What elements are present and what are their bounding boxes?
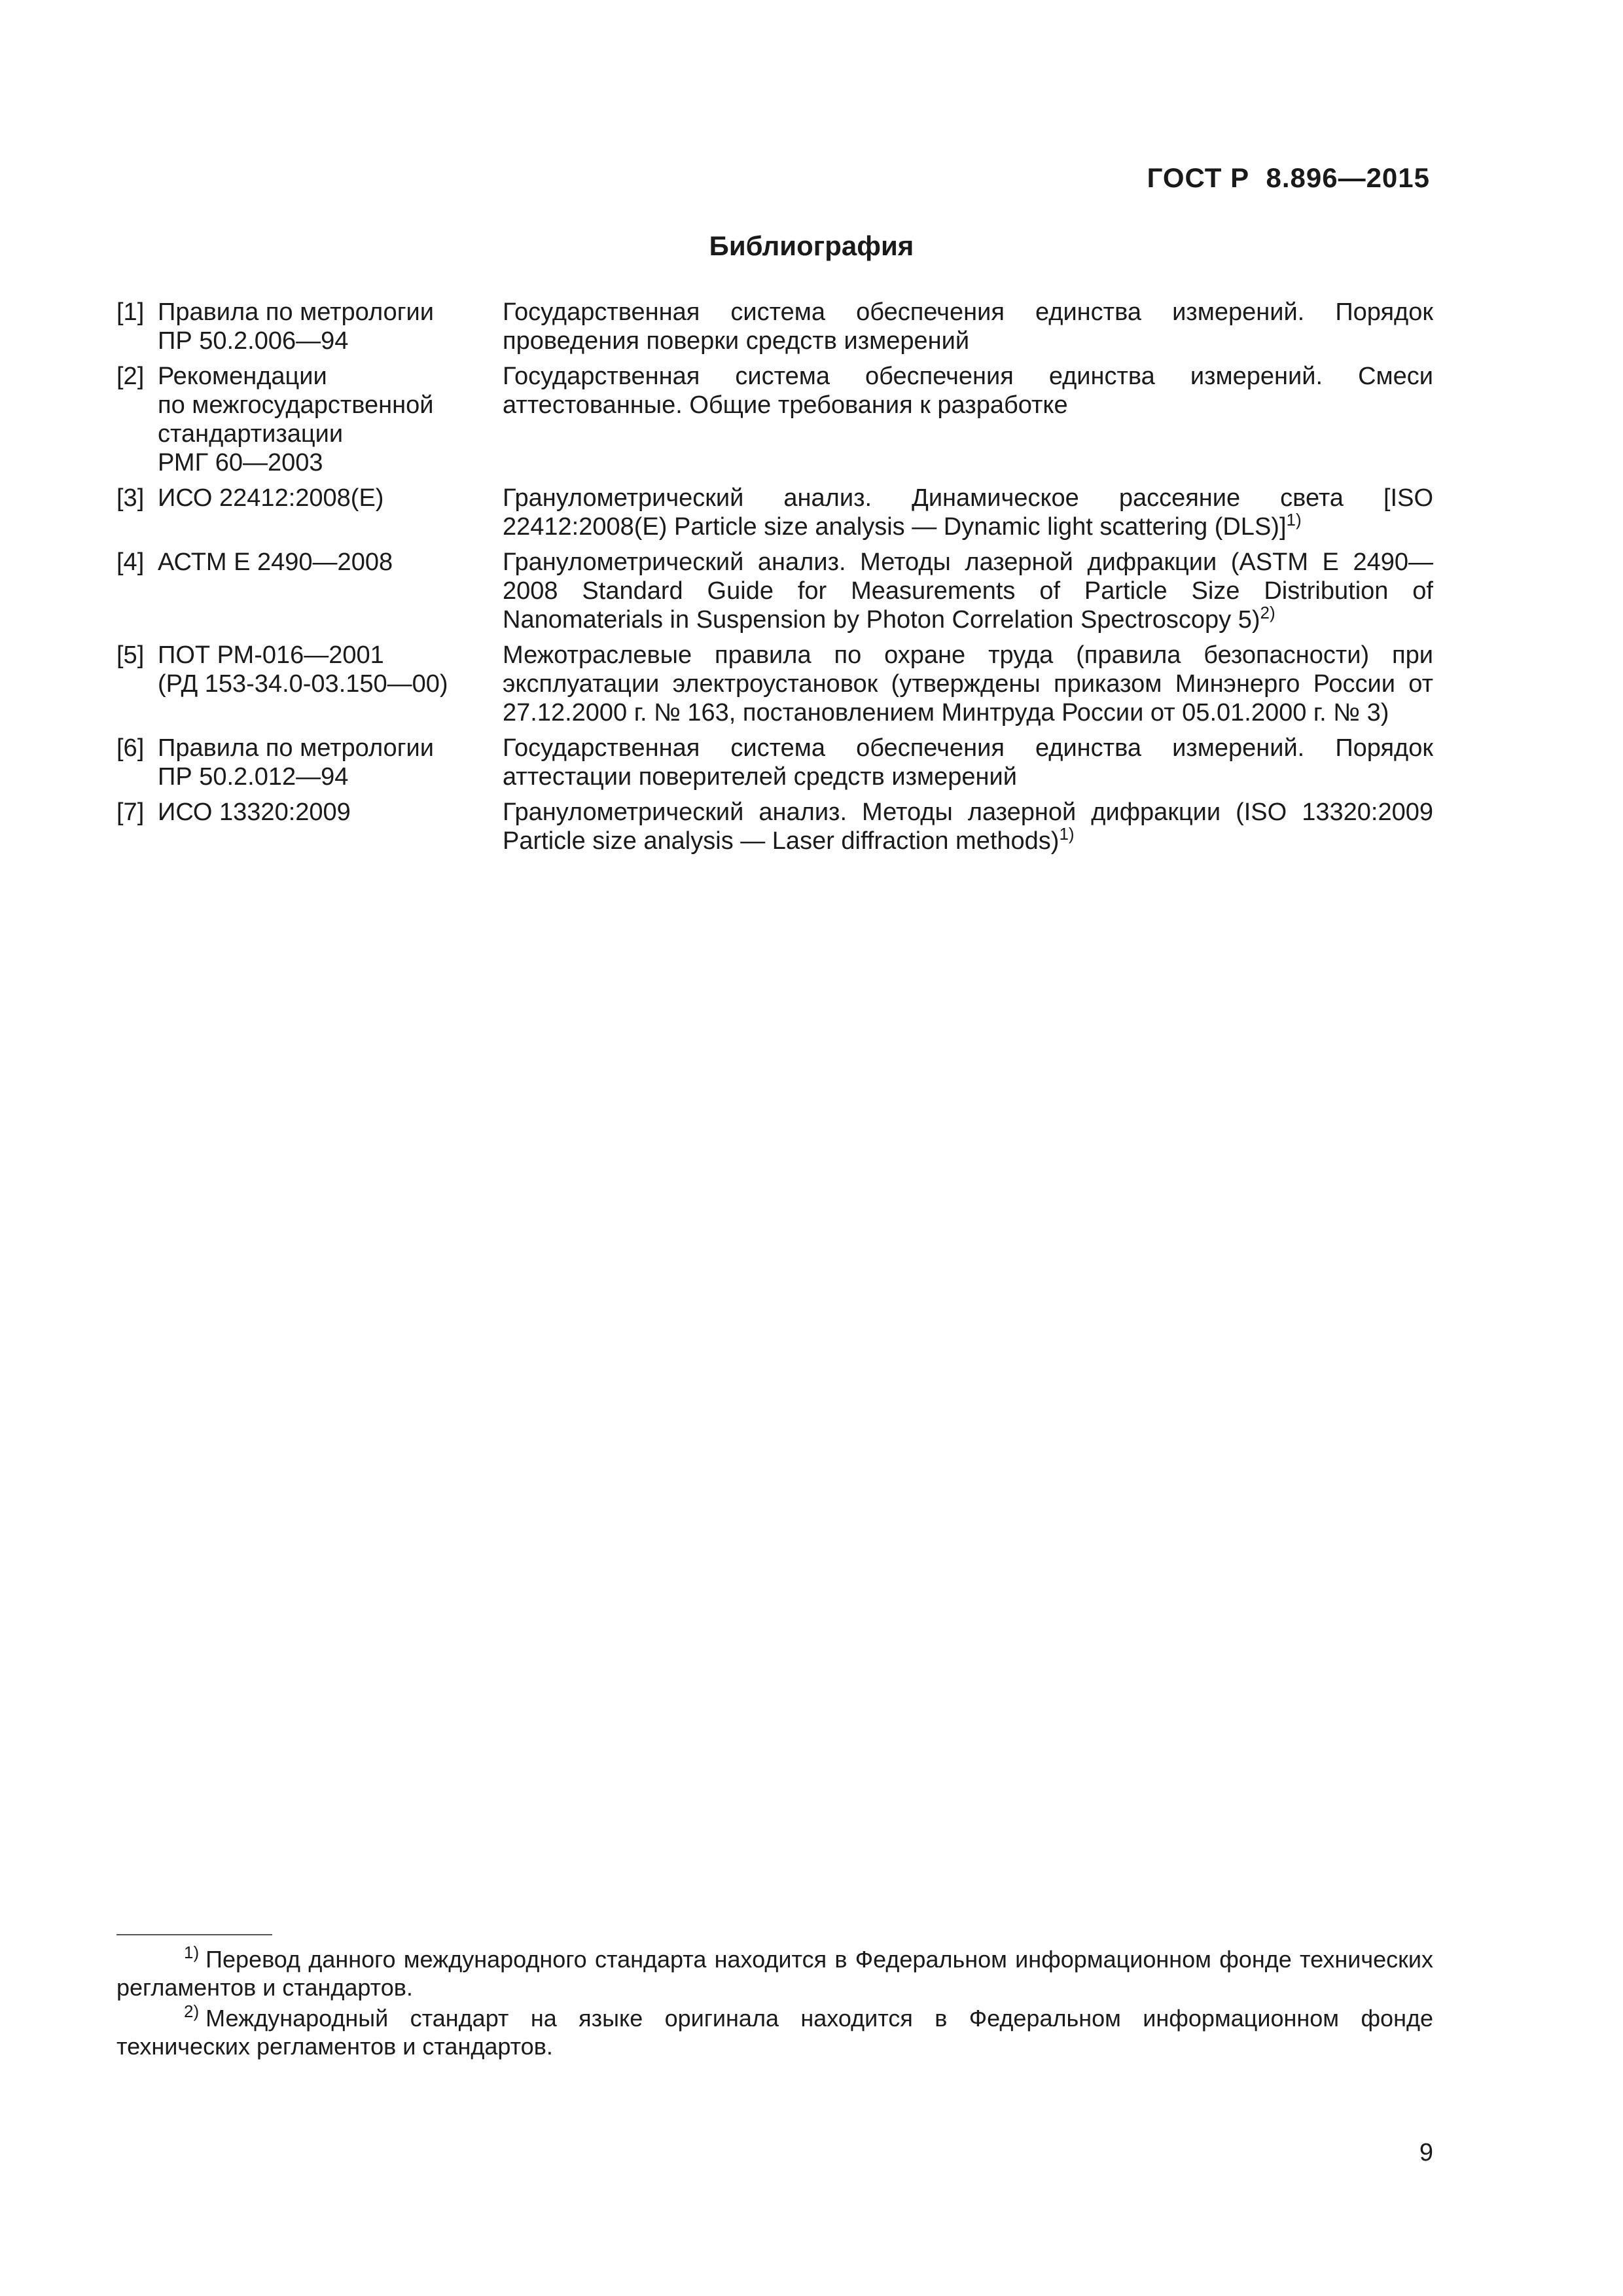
entry-number: [4] <box>116 548 145 576</box>
entry-description-text: Гранулометрический анализ. Динамическое рассеяние света [ISO 22412:2008(E) Particle size analysis — Dynamic light scattering (DLS)] <box>503 484 1433 541</box>
entry-number: [5] <box>116 641 145 669</box>
entry-description <box>503 798 1433 855</box>
entry-description <box>503 362 1433 477</box>
footnotes-section <box>116 1945 1433 2063</box>
bibliography-entry-4 <box>116 548 1433 634</box>
entry-description-text: Межотраслевые правила по охране труда (правила безопасности) при эксплуатации электроустановок (утверждены приказом Минэнерго России от 27.12.2000 г. № 163, постановлением Минтруда России от 05.01.2000 г. № 3) <box>503 641 1433 726</box>
entry-number: [3] <box>116 484 145 512</box>
entry-description-text: Государственная система обеспечения единства измерений. Порядок проведения поверки средств измерений <box>503 298 1433 355</box>
entry-description-text: Государственная система обеспечения единства измерений. Порядок аттестации поверителей средств измерений <box>503 734 1433 791</box>
footnote-mark: 1) <box>184 1943 200 1962</box>
entry-number: [2] <box>116 363 145 390</box>
bibliography-entry-1 <box>116 298 1433 355</box>
bibliography-entry-6 <box>116 734 1433 791</box>
footnote-1 <box>116 1945 1433 2001</box>
entry-reference: ПОТ РМ-016—2001 (РД 153-34.0-03.150—00) <box>158 641 448 698</box>
footnote-marker: 1) <box>1059 824 1075 844</box>
entry-description <box>503 298 1433 355</box>
document-code-header: ГОСТ Р 8.896—2015 <box>1147 162 1430 193</box>
footnote-text: Перевод данного международного стандарта находится в Федеральном информационном фонде технических регламентов и стандартов. <box>116 1946 1433 2001</box>
footnote-mark: 2) <box>184 2001 200 2021</box>
bibliography-entry-7 <box>116 798 1433 855</box>
bibliography-title: Библиография <box>709 230 914 261</box>
entry-description <box>503 548 1433 634</box>
bibliography-list <box>116 298 1433 862</box>
page-number: 9 <box>1419 2139 1433 2166</box>
footnote-marker: 1) <box>1286 510 1302 529</box>
entry-number: [6] <box>116 734 145 762</box>
entry-reference: Рекомендации по межгосударственной стандартизации РМГ 60—2003 <box>158 363 434 476</box>
entry-description-text: Государственная система обеспечения единства измерений. Смеси аттестованные. Общие требования к разработке <box>503 363 1433 419</box>
entry-description-text: Гранулометрический анализ. Методы лазерной дифракции (ASTM E 2490—2008 Standard Guide for Measurements of Particle Size Distribution of Nanomaterials in Suspension by Photon Correlation Spectroscopy 5) <box>503 548 1433 634</box>
bibliography-entry-3 <box>116 484 1433 541</box>
bibliography-entry-5 <box>116 641 1433 727</box>
entry-reference: Правила по метрологии ПР 50.2.012—94 <box>158 734 435 791</box>
entry-description <box>503 484 1433 541</box>
entry-reference: ИСО 13320:2009 <box>158 798 351 826</box>
entry-number: [1] <box>116 298 145 326</box>
entry-description <box>503 641 1433 727</box>
entry-description <box>503 734 1433 791</box>
footnote-2 <box>116 2001 1433 2060</box>
entry-reference: Правила по метрологии ПР 50.2.006—94 <box>158 298 435 355</box>
footnote-text: Международный стандарт на языке оригинала находится в Федеральном информационном фонде технических регламентов и стандартов. <box>116 2005 1433 2060</box>
bibliography-entry-2 <box>116 362 1433 477</box>
footnote-separator <box>116 1934 272 1935</box>
footnote-marker: 2) <box>1260 603 1275 622</box>
entry-reference: ИСО 22412:2008(Е) <box>158 484 384 512</box>
entry-number: [7] <box>116 798 145 826</box>
entry-description-text: Гранулометрический анализ. Методы лазерной дифракции (ISO 13320:2009 Particle size analysis — Laser diffraction methods) <box>503 798 1433 855</box>
entry-reference: АСТМ Е 2490—2008 <box>158 548 393 576</box>
